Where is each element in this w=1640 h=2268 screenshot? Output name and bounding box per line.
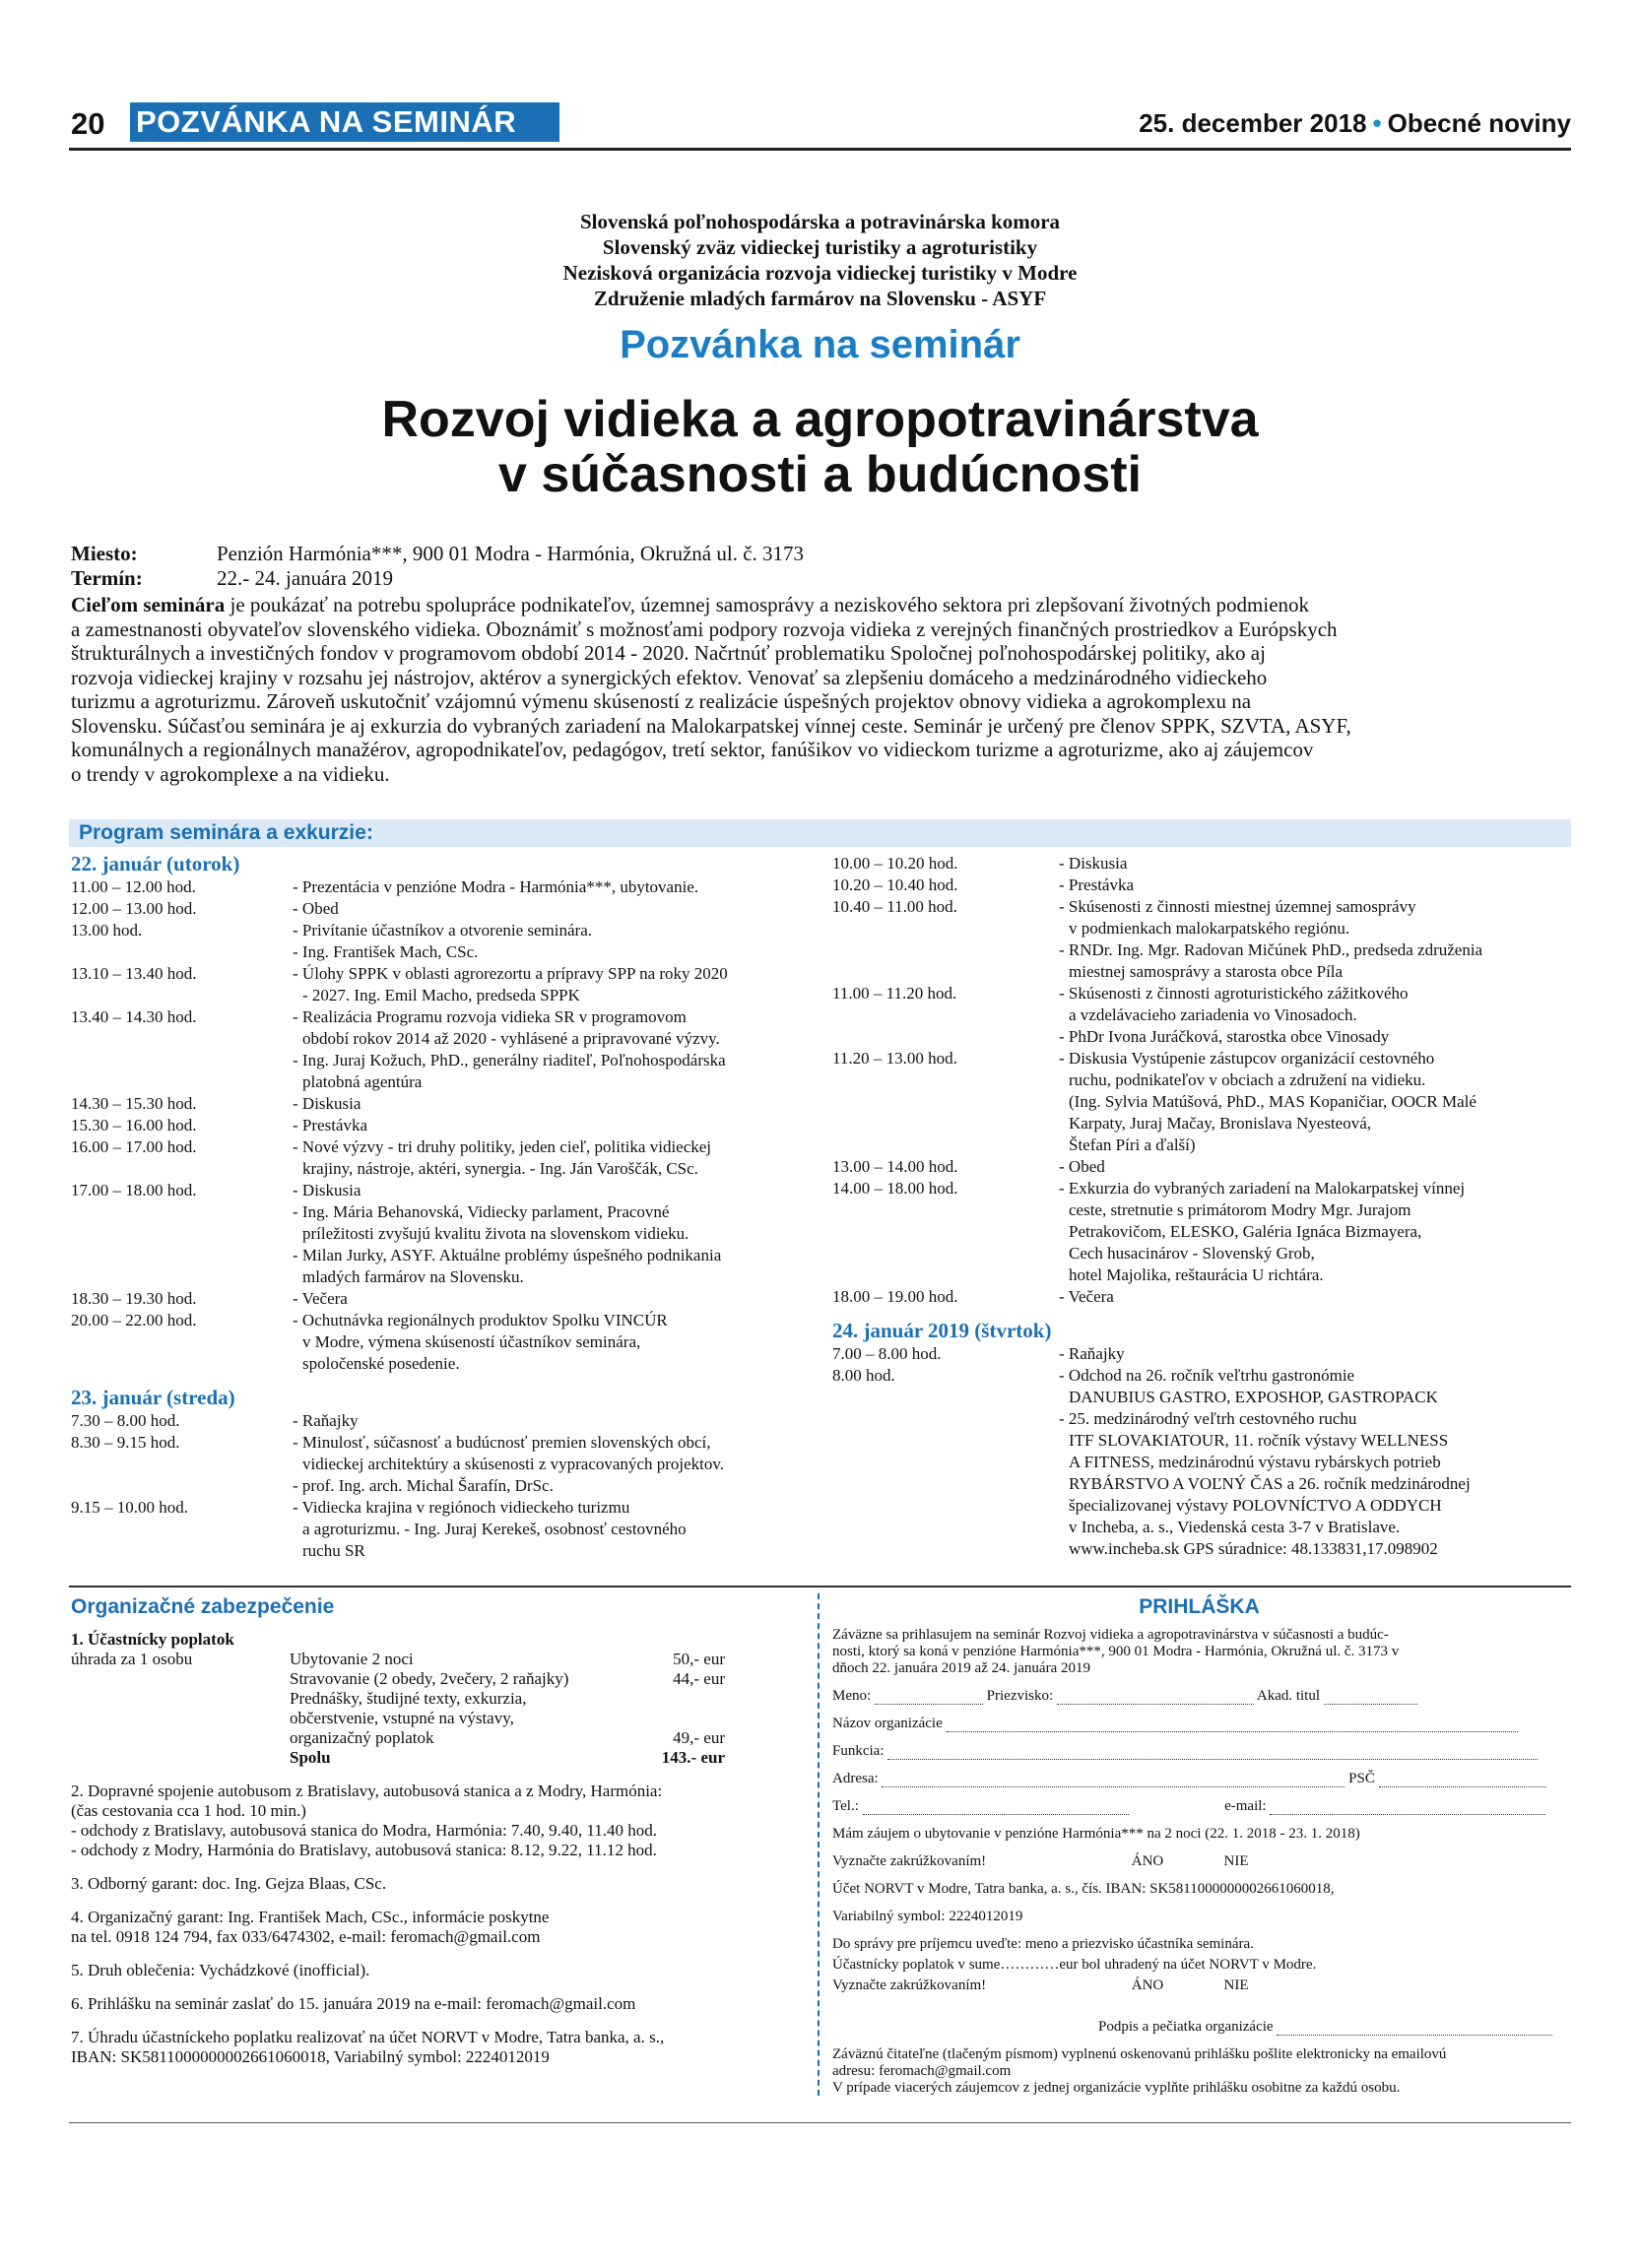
schedule-desc-line: ruchu, podnikateľov v obciach a združení na vidieku. — [1069, 1070, 1426, 1089]
schedule-desc-line: - Obed — [293, 899, 339, 918]
term-label: Termín: — [71, 566, 143, 590]
schedule-time: 12.00 – 13.00 hod. — [71, 899, 197, 918]
org-label: Názov organizácie — [832, 1716, 943, 1731]
schedule-desc-line: - PhDr Ivona Juráčková, starostka obce Vinosady — [1059, 1027, 1390, 1046]
schedule-desc-line: v Incheba, a. s., Viedenská cesta 3-7 v Bratislave. — [1069, 1518, 1401, 1536]
schedule-row — [71, 1432, 810, 1497]
schedule-desc — [293, 1288, 810, 1310]
schedule-row — [71, 1288, 810, 1310]
program-right-column — [832, 853, 1571, 1560]
schedule-desc-line: (Ing. Sylvia Matúšová, PhD., MAS Kopaničiar, OOCR Malé — [1069, 1092, 1476, 1111]
schedule-desc — [293, 1432, 810, 1497]
schedule-desc-line: - Raňajky — [293, 1411, 359, 1430]
schedule-desc-line: hotel Majolika, reštaurácia U richtára. — [1069, 1265, 1324, 1284]
footer-line: V prípade viacerých záujemcov z jednej organizácie vyplňte prihlášku osobitne za každú osobu. — [832, 2080, 1401, 2096]
schedule-desc — [293, 898, 810, 920]
event-meta — [71, 542, 804, 591]
schedule-desc-line: - Skúsenosti z činnosti agroturistického zážitkového — [1059, 984, 1409, 1003]
schedule-time: 8.00 hod. — [832, 1366, 895, 1385]
day1-schedule — [71, 876, 810, 1375]
organizer-line: 4. Organizačný garant: Ing. František Mach, CSc., informácie poskytne — [71, 1908, 550, 1926]
schedule-desc-line: - Ing. Juraj Kožuch, PhD., generálny riaditeľ, Poľnohospodárska — [293, 1051, 726, 1069]
schedule-time: 13.10 – 13.40 hod. — [71, 964, 197, 983]
schedule-time: 11.00 – 11.20 hod. — [832, 984, 957, 1003]
schedule-desc-line: - Obed — [1059, 1157, 1105, 1176]
main-title — [0, 392, 1640, 502]
section-title: POZVÁNKA NA SEMINÁR — [130, 102, 559, 142]
yes-option[interactable]: ÁNO — [1131, 1977, 1164, 1993]
fee-cell — [71, 1748, 290, 1768]
schedule-time: 15.30 – 16.00 hod. — [71, 1116, 197, 1134]
fee-cell: Prednášky, študijné texty, exkurzia, — [290, 1689, 527, 1708]
schedule-desc — [1059, 1365, 1571, 1560]
schedule-time: 7.30 – 8.00 hod. — [71, 1411, 180, 1430]
organizer-guarantor — [71, 1908, 805, 1947]
schedule-row — [832, 1178, 1571, 1286]
circle-instruction: Vyznačte zakrúžkovaním! — [832, 1977, 987, 1993]
schedule-time: 17.00 – 18.00 hod. — [71, 1181, 197, 1199]
place-label: Miesto: — [71, 542, 138, 565]
fee-cell — [71, 1709, 290, 1728]
schedule-row — [832, 1286, 1571, 1308]
schedule-time: 13.00 – 14.00 hod. — [832, 1157, 958, 1176]
main-title-line: Rozvoj vidieka a agropotravinárstva — [381, 391, 1259, 448]
intro-lead: Cieľom seminára — [71, 593, 226, 616]
organization-title: Organizačné zabezpečenie — [71, 1595, 335, 1618]
expert-guarantor: 3. Odborný garant: doc. Ing. Gejza Blaas, CSc. — [71, 1874, 387, 1893]
day-heading: 23. január (streda) — [71, 1386, 235, 1409]
payment-note: Do správy pre príjemcu uveďte: meno a priezvisko účastníka seminára. — [832, 1936, 1254, 1952]
form-intro-line: nosti, ktorý sa koná v penzióne Harmónia***, 900 01 Modra - Harmónia, Okružná ul. č. 3173 v — [832, 1644, 1400, 1659]
schedule-desc — [1059, 1156, 1571, 1178]
organizer-line: na tel. 0918 124 794, fax 033/6474302, e-mail: feromach@gmail.com — [71, 1927, 541, 1946]
schedule-row — [71, 1410, 810, 1432]
schedule-desc — [293, 1180, 810, 1288]
schedule-desc-line: Karpaty, Juraj Mačay, Bronislava Nyesteová, — [1069, 1114, 1371, 1133]
day2-schedule — [71, 1410, 810, 1562]
schedule-desc-line: - Exkurzia do vybraných zariadení na Malokarpatskej vínnej — [1059, 1179, 1466, 1198]
schedule-desc — [293, 876, 810, 898]
schedule-desc-line: - Raňajky — [1059, 1344, 1125, 1363]
fee-cell: 50,- eur — [673, 1650, 725, 1668]
day3-schedule — [832, 1343, 1571, 1560]
schedule-desc-line: príležitosti zvyšujú kvalitu života na slovenskom vidieku. — [302, 1224, 689, 1243]
schedule-desc-line: krajiny, nástroje, aktéri, synergia. - Ing. Ján Varoščák, CSc. — [302, 1159, 698, 1178]
schedule-row — [832, 1343, 1571, 1365]
footer-rule — [69, 2122, 1571, 2123]
schedule-desc-line: platobná agentúra — [302, 1072, 423, 1091]
schedule-time: 14.30 – 15.30 hod. — [71, 1094, 197, 1113]
schedule-time: 10.40 – 11.00 hod. — [832, 897, 957, 916]
form-title: PRIHLÁŠKA — [1139, 1595, 1260, 1618]
schedule-row — [71, 963, 810, 1006]
form-footer — [832, 2046, 1571, 2097]
schedule-desc-line: RYBÁRSTVO A VOĽNÝ ČAS a 26. ročník medzinárodnej — [1069, 1474, 1471, 1493]
schedule-desc — [1059, 853, 1571, 875]
intro-line: komunálnych a regionálnych manažérov, agropodnikateľov, pedagógov, tretí sektor, fanúšikov vo vidieckom turizme a agroturizme, ako aj záujemcov — [71, 738, 1314, 761]
program-title: Program seminára a exkurzie: — [79, 821, 373, 844]
schedule-row — [71, 1093, 810, 1115]
schedule-desc — [1059, 1178, 1571, 1286]
schedule-desc — [293, 1093, 810, 1115]
schedule-desc-line: - 25. medzinárodný veľtrh cestovného ruchu — [1059, 1409, 1357, 1428]
footer-line: Záväznú čitateľne (tlačeným písmom) vyplnenú oskenovanú prihlášku pošlite elektronicky na emailovú — [832, 2046, 1447, 2062]
organizer-line: Nezisková organizácia rozvoja vidieckej turistiky v Modre — [562, 261, 1078, 285]
name-field[interactable] — [875, 1690, 983, 1705]
form-intro — [832, 1627, 1571, 1677]
schedule-time: 13.40 – 14.30 hod. — [71, 1007, 197, 1026]
schedule-desc-line: spoločenské posedenie. — [302, 1354, 460, 1373]
fee-row — [71, 1748, 805, 1768]
fee-cell: 44,- eur — [673, 1669, 725, 1688]
fee-row — [71, 1669, 805, 1689]
schedule-time: 20.00 – 22.00 hod. — [71, 1311, 197, 1329]
account-line: Účet NORVT v Modre, Tatra banka, a. s., čís. IBAN: SK5811000000002661060018, — [832, 1881, 1335, 1897]
schedule-desc-line: - Úlohy SPPK v oblasti agrorezortu a prípravy SPP na roky 2020 — [293, 964, 728, 983]
fee-cell: organizačný poplatok — [290, 1728, 434, 1747]
surname-label: Priezvisko: — [986, 1688, 1054, 1704]
form-intro-line: dňoch 22. januára 2019 až 24. januára 2019 — [832, 1660, 1090, 1676]
fee-cell: Ubytovanie 2 noci — [290, 1650, 414, 1668]
schedule-desc-line: - Nové výzvy - tri druhy politiky, jeden cieľ, politika vidieckej — [293, 1137, 712, 1156]
schedule-desc-line: - Diskusia Vystúpenie zástupcov organizácií cestovného — [1059, 1049, 1435, 1068]
schedule-desc-line: - Prestávka — [293, 1116, 368, 1134]
schedule-desc-line: - Večera — [1059, 1287, 1114, 1306]
schedule-desc-line: - RNDr. Ing. Mgr. Radovan Mičúnek PhD., predseda združenia — [1059, 940, 1483, 959]
schedule-desc-line: a vzdelávacieho zariadenia vo Vinosadoch. — [1069, 1005, 1357, 1024]
title-field[interactable] — [1324, 1690, 1417, 1705]
schedule-desc-line: - Realizácia Programu rozvoja vidieka SR v programovom — [293, 1007, 687, 1026]
schedule-time: 18.30 – 19.30 hod. — [71, 1289, 197, 1308]
signature-field[interactable] — [1277, 2021, 1552, 2036]
schedule-desc-line: A FITNESS, medzinárodnú výstavu rybárskych potrieb — [1069, 1453, 1441, 1471]
schedule-desc-line: www.incheba.sk GPS súradnice: 48.133831,17.098902 — [1069, 1539, 1438, 1558]
schedule-time: 9.15 – 10.00 hod. — [71, 1498, 188, 1517]
payment-line: IBAN: SK5811000000002661060018, Variabilný symbol: 2224012019 — [71, 2047, 550, 2066]
zip-label: PSČ — [1348, 1771, 1375, 1786]
transport-line: - odchody z Modry, Harmónia do Bratislavy, autobusová stanica: 8.12, 9.22, 11.12 hod. — [71, 1841, 657, 1859]
section-rule — [69, 1586, 1571, 1588]
payment-info — [71, 2028, 805, 2067]
intro-paragraph — [71, 593, 1568, 786]
fee-cell — [656, 1689, 725, 1709]
transport-line: 2. Dopravné spojenie autobusom z Bratislavy, autobusová stanica a z Modry, Harmónia: — [71, 1782, 663, 1800]
schedule-desc — [293, 1310, 810, 1375]
name-label: Meno: — [832, 1688, 872, 1704]
no-option[interactable]: NIE — [1223, 1853, 1249, 1869]
schedule-desc-line: - Diskusia — [293, 1094, 361, 1113]
zip-field[interactable] — [1379, 1773, 1546, 1787]
schedule-desc — [1059, 1286, 1571, 1308]
schedule-desc-line: ITF SLOVAKIATOUR, 11. ročník výstavy WELLNESS — [1069, 1431, 1449, 1450]
schedule-time: 11.00 – 12.00 hod. — [71, 877, 196, 896]
schedule-row — [71, 920, 810, 963]
schedule-desc-line: - Odchod na 26. ročník veľtrhu gastronómie — [1059, 1366, 1355, 1385]
fee-table — [71, 1650, 805, 1768]
schedule-desc — [293, 1136, 810, 1180]
newspaper-name: Obecné noviny — [1387, 108, 1571, 138]
fee-cell: 143.- eur — [661, 1748, 725, 1767]
schedule-desc-line: mladých farmárov na Slovensku. — [302, 1267, 524, 1286]
surname-field[interactable] — [1057, 1690, 1254, 1705]
organizer-line: Slovenský zväz vidieckej turistiky a agroturistiky — [602, 235, 1038, 259]
separator-dot: • — [1372, 108, 1382, 138]
role-label: Funkcia: — [832, 1743, 885, 1759]
fee-cell: občerstvenie, vstupné na výstavy, — [290, 1709, 514, 1727]
organizer-line: Združenie mladých farmárov na Slovensku - ASYF — [593, 287, 1047, 310]
schedule-desc-line: Štefan Píri a ďalší) — [1069, 1135, 1196, 1154]
schedule-row — [832, 896, 1571, 983]
schedule-desc — [293, 1006, 810, 1093]
schedule-desc-line: - Skúsenosti z činnosti miestnej územnej samosprávy — [1059, 897, 1416, 916]
fee-cell: Stravovanie (2 obedy, 2večery, 2 raňajky) — [290, 1669, 569, 1688]
schedule-row — [71, 1497, 810, 1562]
schedule-desc — [293, 1497, 810, 1562]
schedule-time: 10.20 – 10.40 hod. — [832, 875, 958, 894]
intro-line: a zamestnanosti obyvateľov slovenského vidieka. Oboznámiť s možnosťami podpory rozvoja vidieka z verejných finančných prostriedkov a Európskych — [71, 616, 1338, 641]
fee-cell — [656, 1709, 725, 1728]
schedule-desc — [293, 920, 810, 963]
schedule-desc-line: - Ochutnávka regionálnych produktov Spolku VINCÚR — [293, 1311, 668, 1329]
schedule-desc-line: vidieckej architektúry a skúsenosti z vypracovaných projektov. — [302, 1455, 725, 1473]
main-title-line: v súčasnosti a budúcnosti — [497, 446, 1143, 503]
program-left-column — [71, 853, 810, 1562]
payment-line: 7. Úhradu účastníckeho poplatku realizovať na účet NORVT v Modre, Tatra banka, a. s., — [71, 2028, 665, 2046]
fee-cell: úhrada za 1 osobu — [71, 1650, 193, 1668]
transport-line: (čas cestovania cca 1 hod. 10 min.) — [71, 1801, 306, 1820]
schedule-desc-line: špecializovanej výstavy POLOVNÍCTVO A ODDYCH — [1069, 1496, 1442, 1515]
schedule-desc-line: miestnej samosprávy a starosta obce Píla — [1069, 962, 1344, 981]
fee-cell — [71, 1669, 290, 1689]
transport-info — [71, 1782, 805, 1860]
intro-line: rozvoja vidieckej krajiny v rozsahu jej nástrojov, aktérov a synergických efektov. Venovať sa zlepšeniu domáceho a medzinárodného vidieckeho — [71, 665, 1268, 689]
schedule-desc-line: - Prestávka — [1059, 875, 1135, 894]
address-field[interactable] — [882, 1773, 1345, 1787]
title-label: Akad. titul — [1256, 1688, 1321, 1704]
schedule-time: 13.00 hod. — [71, 921, 143, 940]
schedule-time: 18.00 – 19.00 hod. — [832, 1287, 958, 1306]
email-field[interactable] — [1270, 1800, 1545, 1815]
fee-row — [71, 1689, 805, 1709]
page-number: 20 — [71, 106, 105, 141]
schedule-desc-line: ruchu SR — [302, 1541, 365, 1560]
organizer-line: Slovenská poľnohospodárska a potravinárska komora — [579, 210, 1061, 233]
schedule-time: 10.00 – 10.20 hod. — [832, 854, 958, 873]
schedule-row — [71, 876, 810, 898]
schedule-row — [71, 1310, 810, 1375]
schedule-desc-line: - prof. Ing. arch. Michal Šarafín, DrSc. — [293, 1476, 554, 1495]
schedule-desc-line: - Minulosť, súčasnosť a budúcnosť premien slovenských obcí, — [293, 1433, 711, 1452]
place-value: Penzión Harmónia***, 900 01 Modra - Harmónia, Okružná ul. č. 3173 — [217, 542, 805, 565]
schedule-row — [832, 983, 1571, 1048]
circle-instruction: Vyznačte zakrúžkovaním! — [832, 1853, 987, 1869]
paid-line: Účastnícky poplatok v sume…………eur bol uhradený na účet NORVT v Modre. — [832, 1957, 1317, 1973]
fee-row — [71, 1728, 805, 1748]
intro-line: turizmu a agroturizmu. Zároveň uskutočniť vzájomnú výmenu skúseností z realizácie úspešných projektov obnovy vidieka a agrokomplexu na — [71, 689, 1252, 713]
variable-symbol: Variabilný symbol: 2224012019 — [832, 1909, 1023, 1924]
schedule-desc-line: - Večera — [293, 1289, 348, 1308]
schedule-time: 8.30 – 9.15 hod. — [71, 1433, 180, 1452]
schedule-desc-line: - Diskusia — [293, 1181, 361, 1199]
header-info — [1139, 108, 1571, 139]
day-heading: 24. január 2019 (štvrtok) — [832, 1319, 1052, 1342]
intro-line: je poukázať na potrebu spolupráce podnikateľov, územnej samosprávy a neziskového sektora pri zlepšovaní životných podmienok — [225, 593, 1310, 616]
schedule-row — [832, 1048, 1571, 1156]
application-deadline: 6. Prihlášku na seminár zaslať do 15. januára 2019 na e-mail: feromach@gmail.com — [71, 1994, 636, 2013]
schedule-desc — [293, 1410, 810, 1432]
form-intro-line: Záväzne sa prihlasujem na seminár Rozvoj vidieka a agropotravinárstva v súčasnosti a budúc- — [832, 1627, 1389, 1643]
invite-title: Pozvánka na seminár — [620, 323, 1020, 366]
schedule-desc-line: - Vidiecka krajina v regiónoch vidieckeho turizmu — [293, 1498, 630, 1517]
organizers — [0, 209, 1640, 311]
schedule-time: 7.00 – 8.00 hod. — [832, 1344, 942, 1363]
schedule-desc-line: v Modre, výmena skúseností účastníkov seminára, — [302, 1332, 641, 1351]
schedule-row — [71, 1136, 810, 1180]
intro-line: štrukturálnych a investičných fondov v programovom období 2014 - 2020. Načrtnúť problematiku Spoločnej poľnohospodárskej politiky, ako aj — [71, 641, 1266, 665]
schedule-time: 11.20 – 13.00 hod. — [832, 1049, 957, 1068]
email-label: e-mail: — [1224, 1798, 1267, 1814]
schedule-desc-line: - Privítanie účastníkov a otvorenie seminára. — [293, 921, 593, 940]
schedule-desc-line: období rokov 2014 až 2020 - vyhlásené a pripravované výzvy. — [302, 1029, 720, 1048]
schedule-desc-line: - Diskusia — [1059, 854, 1128, 873]
phone-label: Tel.: — [832, 1798, 859, 1814]
fee-cell — [71, 1728, 290, 1748]
registration-form — [832, 1627, 1571, 2097]
no-option[interactable]: NIE — [1223, 1977, 1249, 1993]
schedule-row — [71, 1180, 810, 1288]
schedule-desc-line: ceste, stretnutie s primátorom Modry Mgr. Jurajom — [1069, 1200, 1411, 1219]
accommodation-line: Mám záujem o ubytovanie v penzióne Harmónia*** na 2 noci (22. 1. 2018 - 23. 1. 2018) — [832, 1826, 1360, 1842]
schedule-row — [832, 1156, 1571, 1178]
schedule-desc-line: - Ing. František Mach, CSc. — [293, 942, 479, 961]
schedule-desc — [293, 963, 810, 1006]
issue-date: 25. december 2018 — [1139, 108, 1367, 138]
schedule-desc-line: - Milan Jurky, ASYF. Aktuálne problémy úspešného podnikania — [293, 1246, 722, 1264]
schedule-desc-line: - Ing. Mária Behanovská, Vidiecky parlament, Pracovné — [293, 1202, 670, 1221]
fee-row — [71, 1650, 805, 1669]
schedule-time: 16.00 – 17.00 hod. — [71, 1137, 197, 1156]
schedule-row — [71, 1006, 810, 1093]
form-divider — [818, 1593, 820, 2096]
fee-row — [71, 1709, 805, 1728]
dress-code: 5. Druh oblečenia: Vychádzkové (inofficial). — [71, 1961, 370, 1979]
intro-line: Slovensku. Súčasťou seminára je aj exkurzia do vybraných zariadení na Malokarpatskej vínnej ceste. Seminár je určený pre členov SPPK, SZVTA, ASYF, — [71, 713, 1351, 738]
schedule-desc-line: Cech husacinárov - Slovenský Grob, — [1069, 1244, 1315, 1263]
schedule-row — [71, 898, 810, 920]
fee-cell — [71, 1689, 290, 1709]
footer-line: adresu: feromach@gmail.com — [832, 2063, 1012, 2079]
intro-line: o trendy v agrokomplexe a na vidieku. — [71, 761, 390, 786]
schedule-row — [832, 875, 1571, 896]
schedule-desc-line: - 2027. Ing. Emil Macho, predseda SPPK — [302, 986, 580, 1004]
schedule-row — [71, 1115, 810, 1136]
schedule-desc-line: Petrakovičom, ELESKO, Galéria Ignáca Bizmayera, — [1069, 1222, 1422, 1241]
schedule-row — [832, 1365, 1571, 1560]
schedule-desc-line: v podmienkach malokarpatského regiónu. — [1069, 919, 1350, 938]
schedule-desc — [1059, 875, 1571, 896]
schedule-desc-line: DANUBIUS GASTRO, EXPOSHOP, GASTROPACK — [1069, 1388, 1438, 1406]
schedule-desc — [293, 1115, 810, 1136]
fee-cell: 49,- eur — [673, 1728, 725, 1747]
schedule-desc-line: - Prezentácia v penzióne Modra - Harmónia***, ubytovanie. — [293, 877, 699, 896]
schedule-desc — [1059, 983, 1571, 1048]
schedule-row — [832, 853, 1571, 875]
phone-field[interactable] — [863, 1800, 1129, 1815]
day2-schedule-continued — [832, 853, 1571, 1308]
schedule-desc — [1059, 1048, 1571, 1156]
org-field[interactable] — [947, 1717, 1518, 1732]
day-heading: 22. január (utorok) — [71, 852, 240, 875]
transport-line: - odchody z Bratislavy, autobusová stanica do Modra, Harmónia: 7.40, 9.40, 11.40 hod. — [71, 1821, 658, 1840]
schedule-desc — [1059, 1343, 1571, 1365]
fee-heading: 1. Účastnícky poplatok — [71, 1630, 234, 1649]
address-label: Adresa: — [832, 1771, 879, 1786]
yes-option[interactable]: ÁNO — [1131, 1853, 1164, 1869]
schedule-time: 14.00 – 18.00 hod. — [832, 1179, 958, 1198]
term-value: 22.- 24. januára 2019 — [217, 566, 394, 590]
role-field[interactable] — [887, 1745, 1538, 1760]
fee-cell: Spolu — [290, 1748, 331, 1767]
schedule-desc — [1059, 896, 1571, 983]
schedule-desc-line: a agroturizmu. - Ing. Juraj Kerekeš, osobnosť cestovného — [302, 1520, 687, 1538]
organization-details — [71, 1630, 805, 2081]
header-rule — [69, 148, 1571, 151]
signature-label: Podpis a pečiatka organizácie — [1098, 2019, 1274, 2035]
